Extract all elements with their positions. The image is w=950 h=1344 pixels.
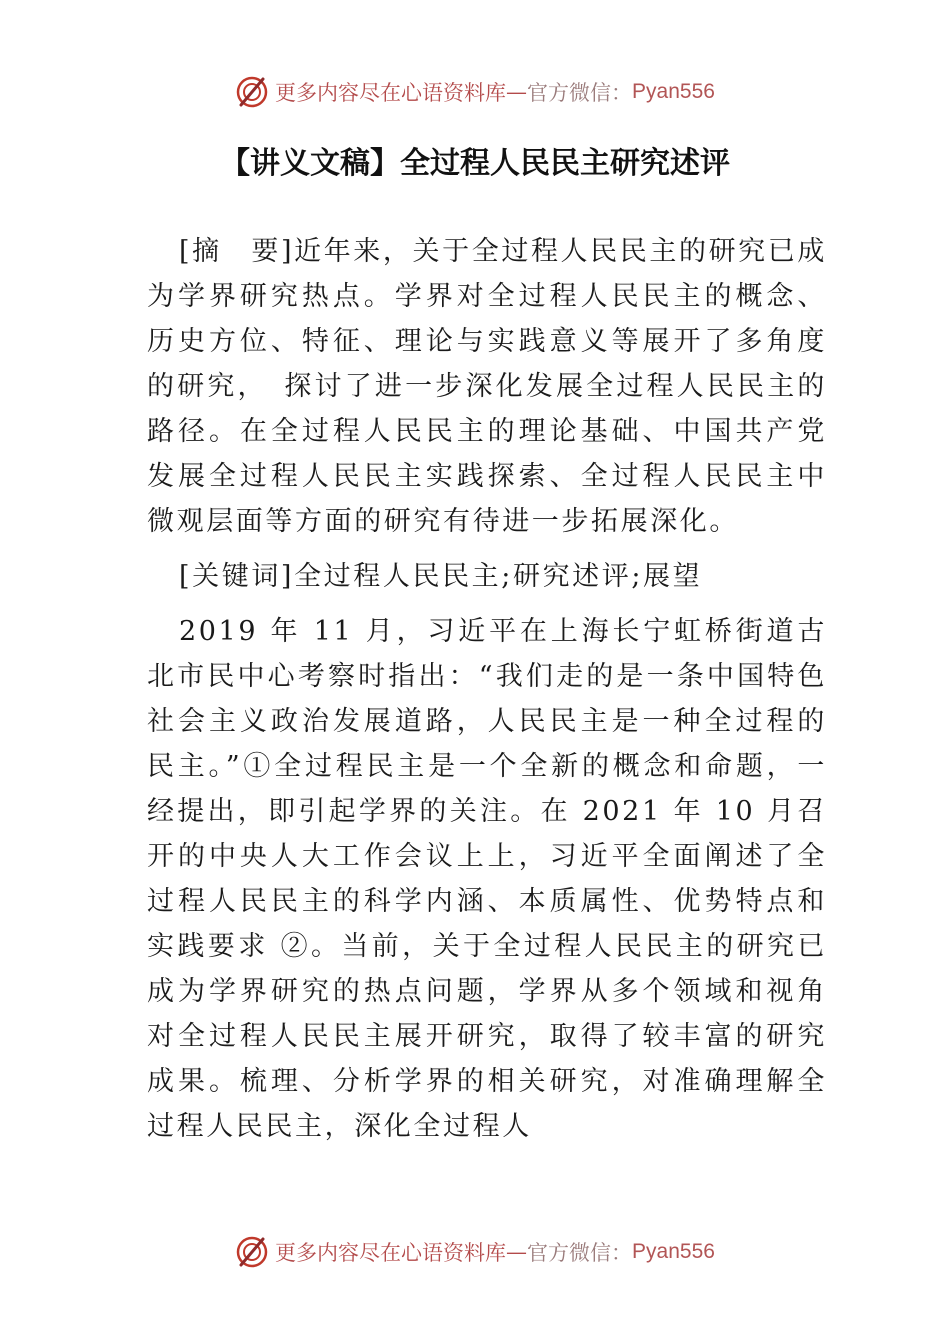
header-banner-text: 更多内容尽在心语资料库 xyxy=(275,81,507,105)
document-title: 【讲义文稿】全过程人民民主研究述评 xyxy=(220,146,730,181)
header-banner xyxy=(0,72,950,112)
header-wechat-label: 官方微信： xyxy=(527,81,633,105)
keywords-paragraph: [关键词]全过程人民民主;研究述评;展望 xyxy=(179,561,703,592)
logo-icon xyxy=(235,1235,269,1269)
header-wechat-id: Pyan556 xyxy=(632,80,715,103)
body-paragraph: 2019 年 11 月，习近平在上海长宁虹桥街道古北市民中心考察时指出：“我们走的是一条中国特色社会主义政治发展道路，人民民主是一种全过程的民主。”①全过程民主是一个全新的概念和命题，一经提出，即引起学界的关注。在 2021 年 10 月召开的中央人大工作会议上上，习近平全面阐述了全过程人民民主的科学内涵、本质属性、优势特点和实践要求 ②。当前，关于全过程人民民主的研究已成为学界研究的热点问题，学界从多个领域和视角对全过程人民民主展开研究，取得了较丰富的研究成果。梳理、分析学界的相关研究，对准确理解全过程人民民主，深化全过程人 xyxy=(147,616,827,1142)
footer-wechat-id: Pyan556 xyxy=(632,1240,715,1263)
footer-wechat-label: 官方微信： xyxy=(527,1241,633,1265)
logo-icon xyxy=(235,75,269,109)
header-banner-dash: — xyxy=(506,80,528,104)
abstract-paragraph: [摘 要]近年来，关于全过程人民民主的研究已成为学界研究热点。学界对全过程人民民主的概念、历史方位、特征、理论与实践意义等展开了多角度的研究， 探讨了进一步深化发展全过程人民民主的路径。在全过程人民民主的理论基础、中国共产党发展全过程人民民主实践探索、全过程人民民主中微观层面等方面的研究有待进一步拓展深化。 xyxy=(147,236,827,537)
document-content xyxy=(147,229,827,1149)
footer-banner xyxy=(0,1232,950,1272)
footer-banner-dash: — xyxy=(506,1240,528,1264)
footer-banner-text: 更多内容尽在心语资料库 xyxy=(275,1241,507,1265)
